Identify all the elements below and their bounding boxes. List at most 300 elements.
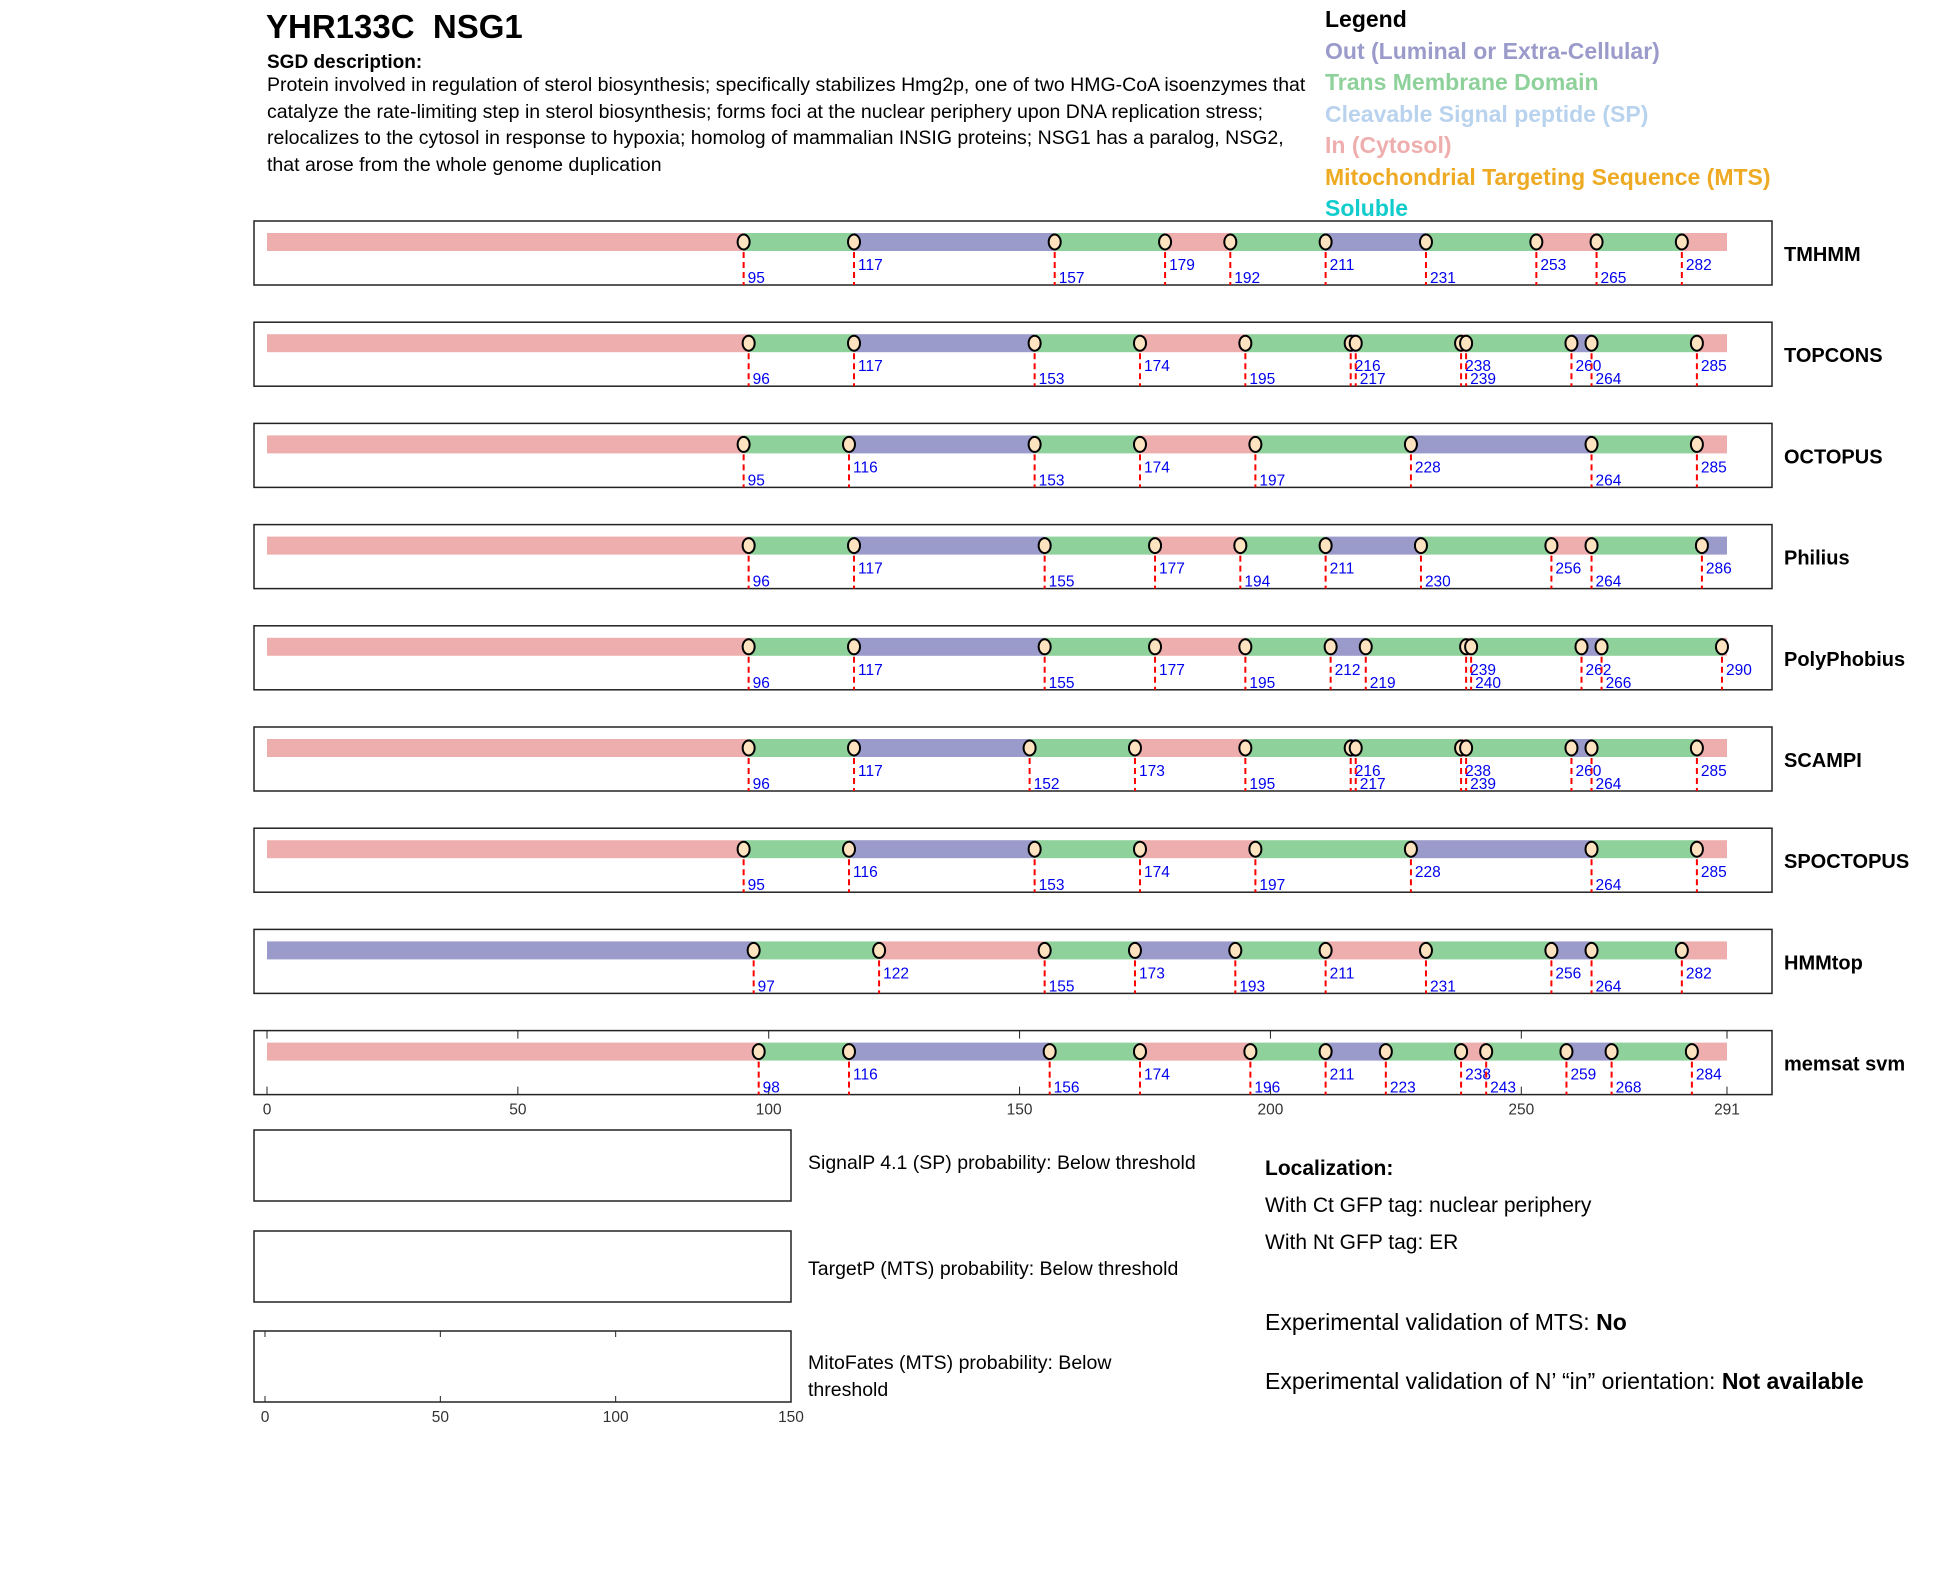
boundary-marker — [1415, 538, 1427, 553]
position-label: 95 — [747, 472, 765, 490]
boundary-marker — [1029, 437, 1041, 452]
segment-in — [267, 840, 744, 858]
track-label-polyphobius: PolyPhobius — [1784, 648, 1906, 671]
boundary-marker — [1350, 336, 1362, 351]
segment-tm — [1602, 638, 1722, 656]
position-label: 253 — [1540, 257, 1567, 274]
position-label: 117 — [858, 661, 883, 679]
axis-tick-label: 50 — [509, 1101, 527, 1119]
segment-in — [267, 739, 749, 757]
position-label: 256 — [1555, 560, 1582, 578]
boundary-marker — [848, 741, 860, 756]
boundary-marker — [1586, 437, 1598, 452]
orientation-validation — [1265, 1365, 1865, 1397]
boundary-marker — [1420, 235, 1432, 250]
segment-out — [267, 941, 754, 959]
boundary-marker — [738, 437, 750, 452]
boundary-marker — [1696, 538, 1708, 553]
segment-out — [1326, 233, 1426, 251]
position-label: 228 — [1414, 459, 1441, 477]
segment-in — [267, 435, 744, 453]
localization-nt: With Nt GFP tag: ER — [1265, 1231, 1459, 1254]
boundary-marker — [1405, 437, 1417, 452]
boundary-marker — [1039, 538, 1051, 553]
segment-tm — [1421, 537, 1551, 555]
boundary-marker — [848, 235, 860, 250]
position-label: 216 — [1354, 763, 1381, 780]
track-frame — [254, 929, 1772, 996]
localization-section — [1265, 1150, 1591, 1261]
segment-in — [1140, 1043, 1250, 1061]
segment-in — [879, 941, 1045, 959]
position-label: 285 — [1700, 763, 1727, 780]
segment-tm — [1045, 941, 1135, 959]
boundary-marker — [1024, 741, 1036, 756]
position-label: 195 — [1249, 371, 1276, 389]
segment-tm — [744, 840, 849, 858]
boundary-marker — [743, 336, 755, 351]
legend-item-soluble: Soluble — [1325, 195, 1409, 221]
boundary-marker — [1249, 842, 1261, 857]
position-label: 265 — [1600, 270, 1627, 287]
segment-tm — [1592, 435, 1697, 453]
position-label: 260 — [1575, 763, 1602, 780]
segment-tm — [1356, 739, 1461, 757]
position-label: 116 — [852, 459, 878, 477]
segment-tm — [749, 537, 854, 555]
position-label: 264 — [1595, 472, 1622, 490]
boundary-marker — [1129, 741, 1141, 756]
position-label: 266 — [1605, 674, 1632, 692]
segment-in — [1140, 334, 1245, 352]
position-label: 286 — [1705, 560, 1732, 578]
boundary-marker — [1320, 1044, 1332, 1059]
boundary-marker — [843, 1044, 855, 1059]
boundary-marker — [1596, 639, 1608, 654]
position-label: 212 — [1334, 661, 1361, 679]
segment-tm — [1597, 233, 1682, 251]
boundary-marker — [1716, 639, 1728, 654]
segment-out — [1135, 941, 1235, 959]
segment-in — [1326, 941, 1426, 959]
position-label: 290 — [1725, 661, 1752, 679]
position-label: 285 — [1700, 459, 1727, 477]
position-label: 217 — [1359, 776, 1386, 793]
position-label: 282 — [1685, 965, 1712, 983]
boundary-marker — [1586, 741, 1598, 756]
axis-tick-label: 150 — [778, 1409, 804, 1426]
segment-out — [1326, 537, 1421, 555]
segment-in — [1135, 739, 1245, 757]
boundary-marker — [748, 943, 760, 958]
orientation-validation-value: Not available — [1721, 1368, 1864, 1394]
track-frame — [254, 525, 1772, 589]
position-label: 196 — [1254, 1079, 1281, 1097]
axis-tick-label: 0 — [262, 1101, 272, 1119]
axis-tick-label: 0 — [260, 1409, 270, 1426]
boundary-marker — [1029, 842, 1041, 857]
segment-in — [1140, 840, 1255, 858]
boundary-marker — [1239, 336, 1251, 351]
segment-tm — [1255, 840, 1411, 858]
probability-panel-signalp — [254, 1130, 791, 1201]
segment-tm — [754, 941, 879, 959]
track-label-philius: Philius — [1784, 547, 1850, 570]
boundary-marker — [1320, 943, 1332, 958]
mitofates-label: MitoFates (MTS) probability: Below threshold — [808, 1352, 1112, 1401]
boundary-marker — [1691, 437, 1703, 452]
boundary-marker — [1530, 235, 1542, 250]
segment-out — [849, 435, 1035, 453]
position-label: 117 — [858, 358, 883, 376]
boundary-marker — [1239, 639, 1251, 654]
segment-tm — [749, 638, 854, 656]
boundary-marker — [843, 437, 855, 452]
boundary-marker — [1325, 639, 1337, 654]
segment-tm — [744, 233, 854, 251]
boundary-marker — [1129, 943, 1141, 958]
position-label: 98 — [762, 1079, 780, 1097]
position-label: 153 — [1038, 472, 1065, 490]
boundary-marker — [1149, 639, 1161, 654]
track-frame — [254, 221, 1772, 285]
position-label: 243 — [1490, 1079, 1517, 1097]
segment-out — [849, 840, 1035, 858]
boundary-marker — [1134, 842, 1146, 857]
position-label: 97 — [757, 978, 775, 996]
boundary-marker — [1565, 336, 1577, 351]
position-label: 238 — [1465, 358, 1491, 376]
signalp-label: SignalP 4.1 (SP) probability: Below threshold — [808, 1152, 1196, 1174]
segment-tm — [1592, 537, 1702, 555]
position-label: 256 — [1555, 965, 1582, 983]
segment-in — [1155, 638, 1245, 656]
boundary-marker — [1576, 639, 1588, 654]
position-label: 268 — [1615, 1079, 1642, 1097]
boundary-marker — [738, 842, 750, 857]
position-label: 282 — [1685, 257, 1712, 274]
segment-tm — [744, 435, 849, 453]
legend-title: Legend — [1325, 6, 1407, 32]
segment-out — [1326, 1043, 1386, 1061]
targetp-label: TargetP (MTS) probability: Below threshold — [808, 1258, 1179, 1280]
position-label: 179 — [1169, 257, 1195, 274]
segment-tm — [759, 1043, 849, 1061]
segment-tm — [1356, 334, 1461, 352]
position-label: 239 — [1470, 371, 1496, 389]
boundary-marker — [1691, 336, 1703, 351]
boundary-marker — [1420, 943, 1432, 958]
segment-tm — [1035, 840, 1140, 858]
segment-in — [1155, 537, 1240, 555]
boundary-marker — [1149, 538, 1161, 553]
position-label: 116 — [852, 1066, 878, 1084]
position-label: 177 — [1159, 560, 1185, 578]
position-label: 264 — [1595, 978, 1622, 996]
segment-tm — [1592, 739, 1697, 757]
segment-tm — [1055, 233, 1165, 251]
position-label: 264 — [1595, 776, 1622, 793]
boundary-marker — [743, 741, 755, 756]
axis-tick-label: 200 — [1257, 1101, 1284, 1119]
segment-tm — [1426, 941, 1551, 959]
boundary-marker — [1134, 336, 1146, 351]
track-label-spoctopus: SPOCTOPUS — [1784, 851, 1910, 874]
position-label: 193 — [1239, 978, 1266, 996]
boundary-marker — [1044, 1044, 1056, 1059]
boundary-marker — [1049, 235, 1061, 250]
boundary-marker — [1480, 1044, 1492, 1059]
position-label: 152 — [1033, 776, 1060, 793]
boundary-marker — [1244, 1044, 1256, 1059]
boundary-marker — [1465, 639, 1477, 654]
segment-in — [1140, 435, 1255, 453]
sgd-description-label: SGD description: — [267, 52, 423, 73]
segment-out — [854, 739, 1030, 757]
boundary-marker — [1224, 235, 1236, 250]
boundary-marker — [1460, 741, 1472, 756]
position-label: 211 — [1329, 965, 1355, 983]
segment-tm — [1592, 941, 1682, 959]
position-label: 240 — [1475, 674, 1501, 692]
boundary-marker — [743, 639, 755, 654]
segment-tm — [1240, 537, 1325, 555]
boundary-marker — [753, 1044, 765, 1059]
segment-tm — [1045, 537, 1155, 555]
position-label: 223 — [1389, 1079, 1416, 1097]
axis-tick-label: 50 — [431, 1409, 449, 1426]
segment-in — [267, 1043, 759, 1061]
segment-in — [267, 638, 749, 656]
legend-item-in: In (Cytosol) — [1325, 132, 1452, 158]
segment-tm — [1245, 334, 1350, 352]
boundary-marker — [1691, 842, 1703, 857]
track-frame — [254, 626, 1772, 690]
segment-tm — [1245, 638, 1330, 656]
segment-in — [1536, 233, 1596, 251]
position-label: 219 — [1369, 674, 1396, 692]
boundary-marker — [1249, 437, 1261, 452]
position-label: 211 — [1329, 1066, 1355, 1084]
mts-validation-value: No — [1596, 1309, 1627, 1335]
track-label-octopus: OCTOPUS — [1784, 446, 1883, 469]
boundary-marker — [1134, 1044, 1146, 1059]
position-label: 174 — [1143, 358, 1170, 376]
position-label: 230 — [1424, 573, 1451, 591]
position-label: 231 — [1429, 270, 1456, 287]
boundary-marker — [738, 235, 750, 250]
position-label: 231 — [1429, 978, 1456, 996]
segment-in — [267, 537, 749, 555]
segment-tm — [749, 739, 854, 757]
segment-tm — [1230, 233, 1325, 251]
position-label: 122 — [883, 965, 909, 983]
segment-out — [854, 537, 1045, 555]
segment-tm — [1366, 638, 1466, 656]
position-label: 117 — [858, 560, 883, 578]
segment-tm — [1612, 1043, 1692, 1061]
segment-tm — [1250, 1043, 1325, 1061]
segment-tm — [1471, 638, 1581, 656]
position-label: 195 — [1249, 776, 1276, 793]
probability-panel-targetp — [254, 1231, 791, 1302]
boundary-marker — [1320, 538, 1332, 553]
position-label: 153 — [1038, 877, 1065, 895]
position-label: 117 — [858, 257, 883, 274]
boundary-marker — [1545, 943, 1557, 958]
segment-out — [1411, 840, 1592, 858]
position-label: 239 — [1470, 661, 1496, 679]
segment-tm — [1486, 1043, 1566, 1061]
position-label: 155 — [1048, 573, 1075, 591]
segment-tm — [1035, 435, 1140, 453]
boundary-marker — [1234, 538, 1246, 553]
position-label: 195 — [1249, 674, 1276, 692]
boundary-marker — [1360, 639, 1372, 654]
orientation-validation-label: Experimental validation of N’ “in” orientation: — [1265, 1368, 1722, 1394]
track-label-hmmtop: HMMtop — [1784, 952, 1863, 975]
boundary-marker — [1686, 1044, 1698, 1059]
localization-ct: With Ct GFP tag: nuclear periphery — [1265, 1194, 1592, 1217]
position-label: 95 — [747, 270, 765, 287]
axis-tick-label: 100 — [602, 1409, 629, 1426]
probability-panel-mitofates — [254, 1331, 791, 1402]
position-label: 177 — [1159, 661, 1185, 679]
position-label: 156 — [1053, 1079, 1080, 1097]
position-label: 194 — [1244, 573, 1271, 591]
boundary-marker — [1029, 336, 1041, 351]
position-label: 153 — [1038, 371, 1065, 389]
position-label: 96 — [752, 371, 770, 389]
axis-tick-label: 250 — [1508, 1101, 1535, 1119]
segment-tm — [1426, 233, 1536, 251]
boundary-marker — [848, 538, 860, 553]
legend-item-mts: Mitochondrial Targeting Sequence (MTS) — [1325, 163, 1771, 190]
track-frame — [254, 322, 1772, 389]
position-label: 157 — [1058, 270, 1085, 287]
boundary-marker — [1586, 943, 1598, 958]
boundary-marker — [1691, 741, 1703, 756]
boundary-marker — [1159, 235, 1171, 250]
legend-item-tm: Trans Membrane Domain — [1325, 69, 1599, 95]
legend-item-out: Out (Luminal or Extra-Cellular) — [1325, 37, 1660, 64]
position-label: 96 — [752, 776, 770, 793]
mts-validation-label: Experimental validation of MTS: — [1265, 1309, 1597, 1335]
boundary-marker — [873, 943, 885, 958]
position-label: 264 — [1595, 371, 1622, 389]
position-label: 259 — [1570, 1066, 1597, 1084]
position-label: 217 — [1359, 371, 1386, 389]
track-label-tmhmm: TMHMM — [1784, 244, 1861, 266]
segment-tm — [1050, 1043, 1140, 1061]
segment-tm — [1592, 334, 1697, 352]
position-label: 284 — [1695, 1066, 1722, 1084]
localization-title: Localization: — [1265, 1157, 1394, 1180]
segment-out — [854, 638, 1045, 656]
position-label: 262 — [1585, 661, 1612, 679]
boundary-marker — [1606, 1044, 1618, 1059]
position-label: 285 — [1700, 358, 1727, 376]
track-frame — [254, 423, 1772, 490]
segment-tm — [1030, 739, 1135, 757]
position-label: 228 — [1414, 864, 1441, 882]
boundary-marker — [1586, 842, 1598, 857]
boundary-marker — [743, 538, 755, 553]
position-label: 264 — [1595, 877, 1622, 895]
boundary-marker — [848, 336, 860, 351]
position-label: 192 — [1234, 270, 1261, 287]
boundary-marker — [1239, 741, 1251, 756]
boundary-marker — [1380, 1044, 1392, 1059]
segment-out — [1411, 435, 1592, 453]
segment-in — [267, 233, 744, 251]
segment-tm — [1592, 840, 1697, 858]
position-label: 155 — [1048, 978, 1075, 996]
boundary-marker — [1134, 437, 1146, 452]
boundary-marker — [1229, 943, 1241, 958]
position-label: 239 — [1470, 776, 1496, 793]
boundary-marker — [1560, 1044, 1572, 1059]
axis-tick-label: 291 — [1714, 1101, 1740, 1119]
track-frame — [254, 1031, 1772, 1095]
position-label: 211 — [1329, 257, 1355, 274]
mts-validation — [1265, 1306, 1627, 1338]
position-label: 238 — [1465, 1066, 1491, 1084]
position-label: 96 — [752, 573, 770, 591]
position-label: 173 — [1138, 763, 1165, 780]
track-frame — [254, 727, 1772, 791]
boundary-marker — [1586, 538, 1598, 553]
boundary-marker — [1320, 235, 1332, 250]
boundary-marker — [1676, 943, 1688, 958]
position-label: 95 — [747, 877, 765, 895]
segment-tm — [749, 334, 854, 352]
boundary-marker — [1455, 1044, 1467, 1059]
axis-tick-label: 150 — [1006, 1101, 1033, 1119]
position-label: 173 — [1138, 965, 1165, 983]
segment-in — [1165, 233, 1230, 251]
position-label: 155 — [1048, 674, 1075, 692]
boundary-marker — [1039, 943, 1051, 958]
boundary-marker — [848, 639, 860, 654]
track-label-topcons: TOPCONS — [1784, 345, 1883, 368]
boundary-marker — [1565, 741, 1577, 756]
segment-out — [854, 334, 1035, 352]
position-label: 238 — [1465, 763, 1491, 780]
segment-out — [854, 233, 1055, 251]
sgd-description-text: Protein involved in regulation of sterol biosynthesis; specifically stabilizes Hmg2p, one of two HMG-CoA isoenzymes that catalyze the rate-limiting step in sterol biosynthesis; forms foci at the nuclear periphery upon DNA replication stress; relocalizes to the cytosol in response to hypoxia; homolog of mammalian INSIG proteins; NSG1 has a paralog, NSG2, that arose from the whole genome duplication — [267, 74, 1306, 176]
axis-tick-label: 100 — [755, 1101, 782, 1119]
position-label: 174 — [1143, 459, 1170, 477]
segment-tm — [1245, 739, 1350, 757]
segment-tm — [1255, 435, 1411, 453]
position-label: 197 — [1259, 877, 1286, 895]
position-label: 260 — [1575, 358, 1602, 376]
position-label: 116 — [852, 864, 878, 882]
page-title: YHR133C NSG1 — [266, 8, 523, 45]
segment-out — [849, 1043, 1050, 1061]
position-label: 211 — [1329, 560, 1355, 578]
boundary-marker — [1545, 538, 1557, 553]
boundary-marker — [1039, 639, 1051, 654]
position-label: 174 — [1143, 864, 1170, 882]
boundary-marker — [1460, 336, 1472, 351]
segment-tm — [1386, 1043, 1461, 1061]
legend-item-sp: Cleavable Signal peptide (SP) — [1325, 100, 1649, 127]
position-label: 197 — [1259, 472, 1286, 490]
track-frame — [254, 828, 1772, 895]
boundary-marker — [843, 842, 855, 857]
